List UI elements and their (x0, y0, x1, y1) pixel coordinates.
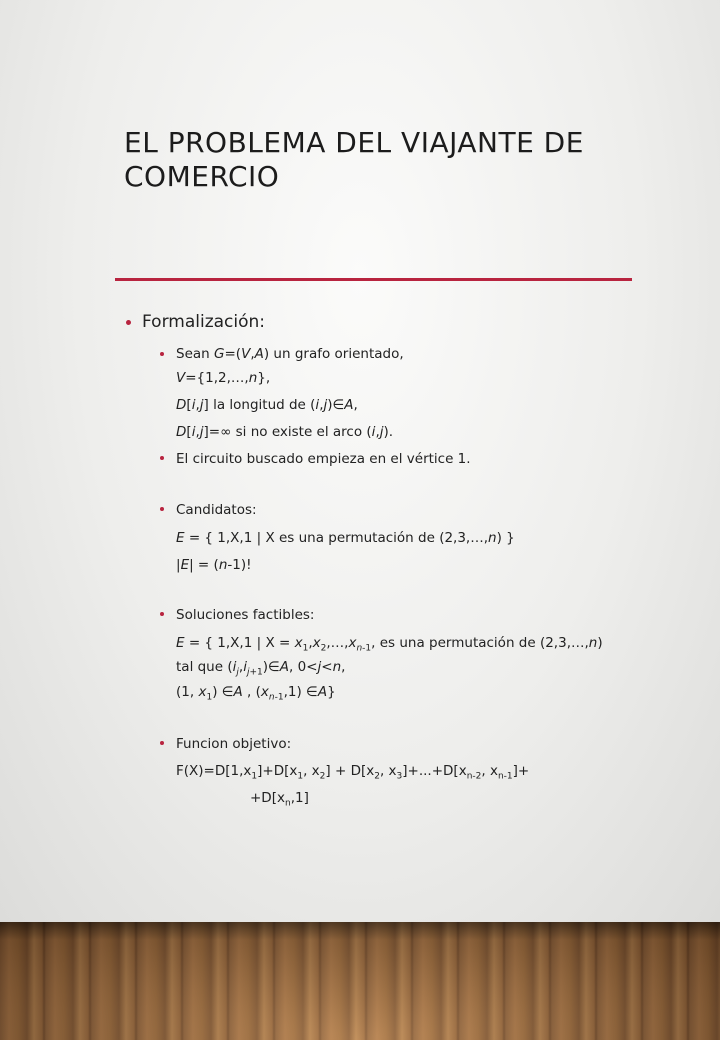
line-objective-f1: $F(X)=D[1,x_1]+D[x_1$, $x_2] + D[x_2$, $x_3]+...+D[x_{n-2}$, $x_{n-1}]+$ (176, 763, 530, 782)
floor-shading (0, 922, 720, 1040)
bullet-formalizacion: Formalización: (142, 312, 266, 332)
bullet-dot-icon (160, 456, 164, 460)
line-candidates-card: |E| = (n-1)! (176, 557, 252, 573)
line-objective-head: Funcion objetivo: (176, 736, 292, 752)
line-objective-f2: $+D[x_n,1]$ (250, 790, 309, 809)
slide-title: EL PROBLEMA DEL VIAJANTE DE COMERCIO (124, 126, 584, 193)
bullet-dot-icon (160, 741, 164, 745)
line-feasible-cond: (1, $x_1$) ∈A , $(x_{n-1},1)$ ∈A} (176, 684, 336, 703)
title-divider (115, 278, 632, 281)
bullet-dot-icon (126, 320, 131, 325)
line-candidates-e: E = { 1,X,1 | X es una permutación de (2,3,…,n) } (176, 530, 515, 546)
line-d-inf: D[i,j]=∞ si no existe el arco (i,j). (176, 424, 394, 440)
bullet-dot-icon (160, 352, 164, 356)
line-feasible-head: Soluciones factibles: (176, 607, 315, 623)
bullet-dot-icon (160, 507, 164, 511)
line-v-set: V={1,2,…,n}, (176, 370, 271, 386)
line-circuit: El circuito buscado empieza en el vértice 1. (176, 451, 471, 467)
line-sean: Sean G=(V,A) un grafo orientado, (176, 346, 404, 362)
bullet-dot-icon (160, 612, 164, 616)
line-candidates-head: Candidatos: (176, 502, 257, 518)
line-d-def: D[i,j] la longitud de (i,j)∈A, (176, 397, 358, 413)
line-feasible-e: E = { 1,X,1 | $X = x_1,x_2,\dots,x_{n-1}$, es una permutación de (2,3,…,n) tal que $(i_j,i_{j+1})\in A$, 0<j<n, (176, 635, 603, 678)
